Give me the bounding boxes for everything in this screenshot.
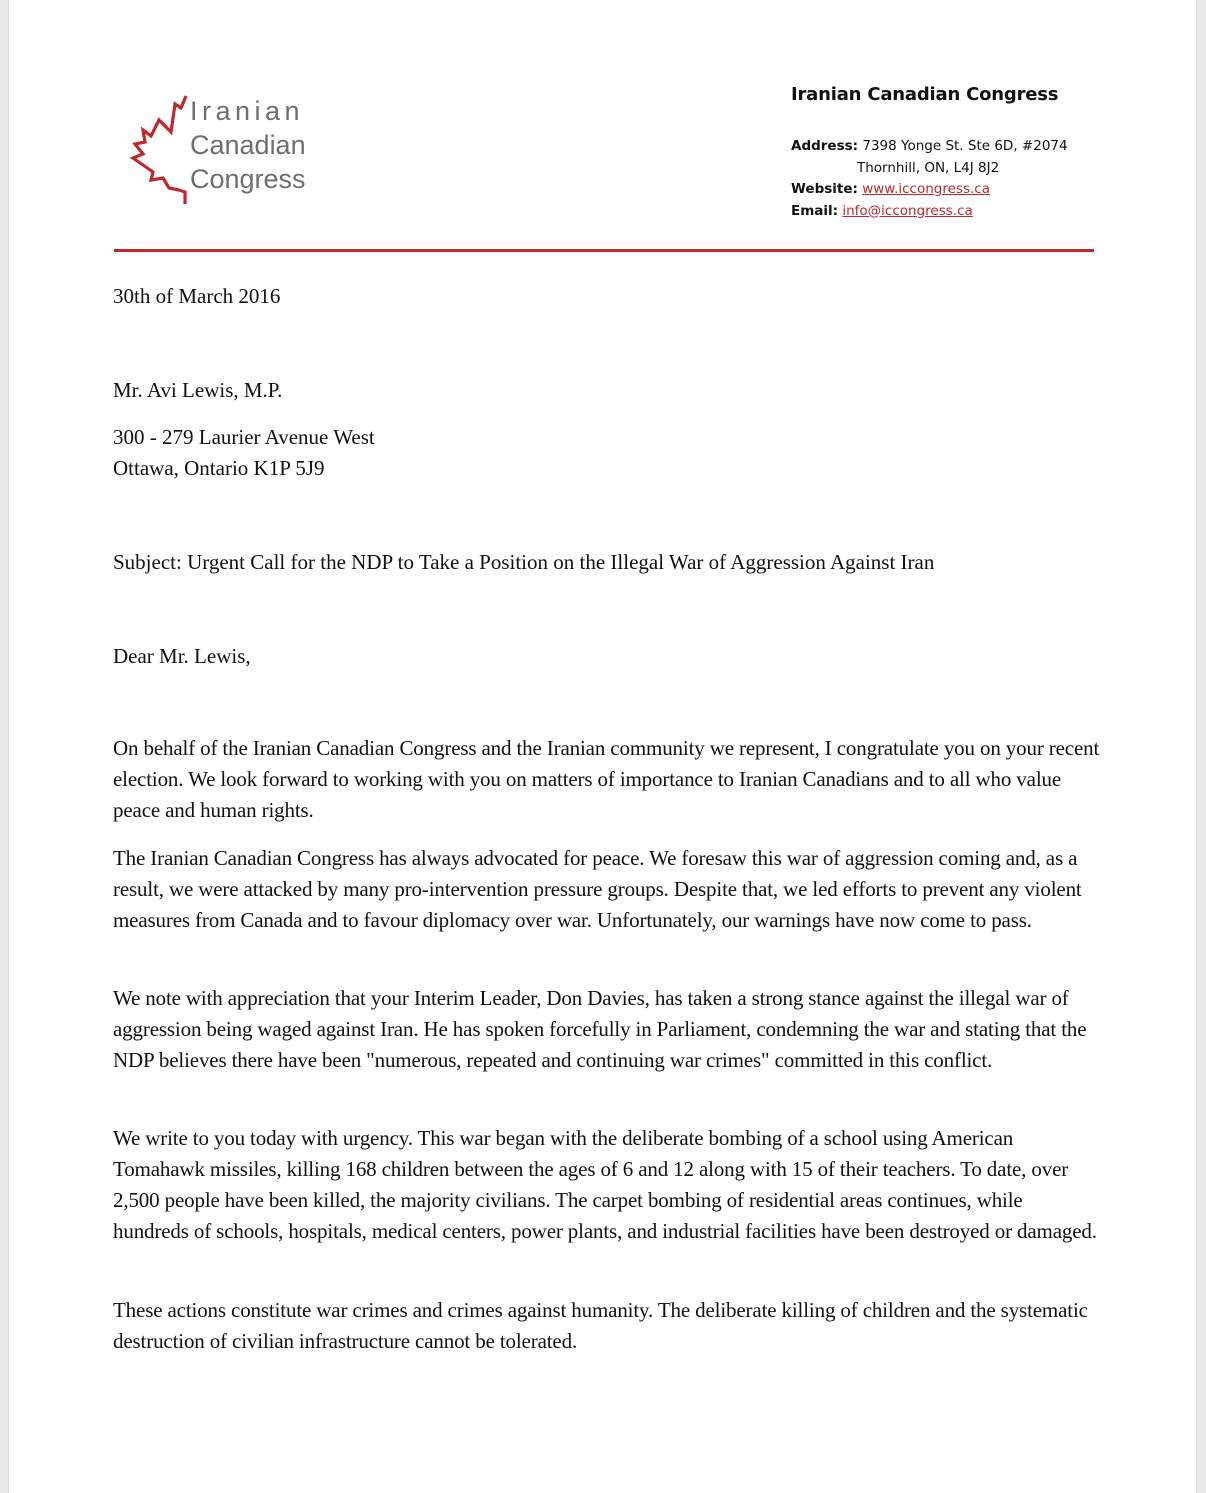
letterhead-divider — [114, 249, 1094, 252]
email-link[interactable]: info@iccongress.ca — [842, 202, 973, 219]
paragraph-4: We write to you today with urgency. This war began with the deliberate bombing of a school using American Tomahawk missiles, killing 168 children between the ages of 6 and 12 along with 15 of their teachers. To date, over 2,500 people have been killed, the majority civilians. The carpet bombing of residential areas continues, while hundreds of schools, hospitals, medical centers, power plants, and industrial facilities have been destroyed or damaged. — [113, 1126, 1097, 1243]
paragraph-3: We note with appreciation that your Interim Leader, Don Davies, has taken a strong stance against the illegal war of aggression being waged against Iran. He has spoken forcefully in Parliament, condemning the war and stating that the NDP believes there have been "numerous, repeated and continuing war crimes" committed in this conflict. — [113, 986, 1087, 1072]
organization-logo — [123, 92, 323, 210]
logo-wordmark — [190, 94, 306, 196]
recipient-name: Mr. Avi Lewis, M.P. — [113, 378, 283, 402]
email-row — [791, 201, 1068, 223]
letterhead-contact-block — [791, 82, 1068, 222]
organization-name: Iranian Canadian Congress — [791, 84, 1059, 105]
website-row — [791, 179, 1068, 201]
letter-date: 30th of March 2016 — [113, 284, 281, 308]
email-label: Email: — [791, 202, 839, 219]
logo-line-2: Canadian — [190, 130, 306, 160]
logo-line-3: Congress — [190, 164, 306, 194]
address-line-2: Thornhill, ON, L4J 8J2 — [857, 159, 1000, 176]
website-label: Website: — [791, 181, 858, 197]
address-row — [791, 136, 1068, 158]
paragraph-2: The Iranian Canadian Congress has always advocated for peace. We foresaw this war of aggression coming and, as a result, we were attacked by many pro-intervention pressure groups. Despite that, we led efforts to prevent any violent measures from Canada and to favour diplomacy over war. Unfortunately, our warnings have now come to pass. — [113, 846, 1082, 932]
recipient-address-line-2: Ottawa, Ontario K1P 5J9 — [113, 456, 325, 480]
maple-leaf-icon — [123, 92, 193, 210]
salutation: Dear Mr. Lewis, — [113, 644, 251, 668]
logo-line-1: Iranian — [190, 96, 305, 126]
website-link[interactable]: www.iccongress.ca — [862, 181, 990, 197]
address-label: Address: — [791, 138, 859, 154]
paragraph-1: On behalf of the Iranian Canadian Congress and the Iranian community we represent, I congratulate you on your recent election. We look forward to working with you on matters of importance to Iranian Canadians and to all who value peace and human rights. — [113, 736, 1100, 822]
paragraph-5: These actions constitute war crimes and crimes against humanity. The deliberate killing of children and the systematic destruction of civilian infrastructure cannot be tolerated. — [113, 1298, 1088, 1353]
address-line-1: 7398 Yonge St. Ste 6D, #2074 — [862, 138, 1068, 154]
letter-subject: Subject: Urgent Call for the NDP to Take a Position on the Illegal War of Aggression Against Iran — [113, 550, 935, 574]
recipient-address-line-1: 300 - 279 Laurier Avenue West — [113, 425, 375, 449]
document-page — [8, 0, 1197, 1493]
